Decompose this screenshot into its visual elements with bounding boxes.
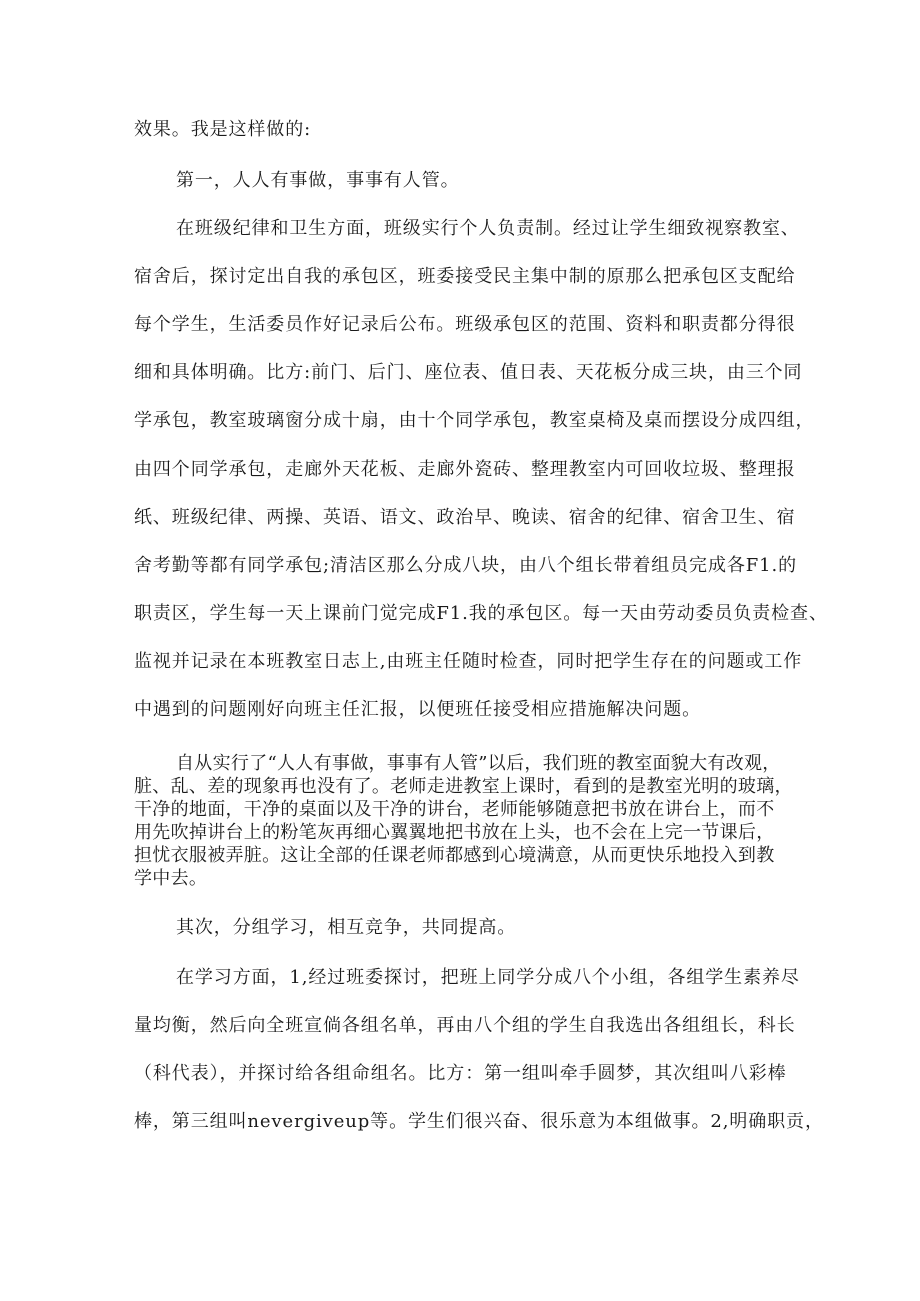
paragraph-line: 棒，第三组叫nevergiveup等。学生们很兴奋、很乐意为本组做事。2,明确职贡， [134, 1111, 824, 1132]
paragraph-line: 职责区，学生每一天上课前门觉完成F1.我的承包区。每一天由劳动委员负责检查、 [134, 603, 828, 624]
paragraph-line: 在班级纪律和卫生方面，班级实行个人负责制。经过让学生细致视察教室、 [176, 218, 800, 239]
paragraph-line: 监视并记录在本班教室日志上,由班主任随时检查，同时把学生存在的问题或工作 [134, 651, 803, 672]
paragraph-continuation: 效果。我是这样做的: [134, 119, 312, 140]
paragraph-line: 量均衡，然后向全班宣倘各组名单，再由八个组的学生自我选出各组组长，科长 [134, 1015, 796, 1036]
paragraph-line: 每个学生，生活委员作好记录后公布。班级承包区的范围、资料和职责都分得很 [134, 314, 796, 335]
paragraph-line: 脏、乱、差的现象再也没有了。老师走进教室上课时，看到的是教室光明的玻璃， [134, 776, 793, 797]
paragraph-line: 自从实行了“人人有事做，事事有人管”以后，我们班的教室面貌大有改观， [176, 753, 781, 774]
paragraph-line: 细和具体明确。比方:前门、后门、座位表、值日表、天花板分成三块，由三个同 [134, 362, 803, 383]
paragraph-line: 由四个同学承包，走廊外天花板、走廊外瓷砖、整理教室内可回收垃圾、整理报 [134, 459, 796, 480]
section-heading-1: 第一，人人有事做，事事有人管。 [176, 170, 460, 191]
paragraph-line: （科代表），并探讨给各组命组名。比方：第一组叫牵手圆梦，其次组叫八彩棒 [134, 1063, 787, 1084]
section-heading-2: 其次，分组学习，相互竞争，共同提高。 [176, 917, 517, 938]
paragraph-result [134, 752, 806, 890]
paragraph-line: 舍考勤等都有同学承包;清洁区那么分成八块，由八个组长带着组员完成各F1.的 [134, 555, 798, 576]
paragraph-line: 中遇到的问题刚好向班主任汇报，以便班任接受相应措施解决问题。 [134, 699, 701, 720]
paragraph-line: 学承包，教室玻璃窗分成十扇，由十个同学承包，教室桌椅及桌而摆设分成四组， [134, 410, 815, 431]
paragraph-line: 学中去。 [134, 868, 208, 889]
paragraph-line: 用先吹掉讲台上的粉笔灰再细心翼翼地把书放在上头，也不会在上完一节课后， [134, 822, 775, 843]
paragraph-line: 宿舍后，探讨定出自我的承包区，班委接受民主集中制的原那么把承包区支配给 [134, 266, 796, 287]
paragraph-line: 担忧衣服被弄脏。这让全部的任课老师都感到心境满意，从而更快乐地投入到教 [134, 845, 775, 866]
paragraph-line: 纸、班级纪律、两操、英语、语文、政治早、晚读、宿舍的纪律、宿舍卫生、宿 [134, 507, 796, 528]
paragraph-line: 在学习方面，1,经过班委探讨，把班上同学分成八个小组，各组学生素养尽 [176, 967, 800, 988]
paragraph-line: 干净的地面，干净的桌面以及干净的讲台，老师能够随意把书放在讲台上，而不 [134, 799, 775, 820]
